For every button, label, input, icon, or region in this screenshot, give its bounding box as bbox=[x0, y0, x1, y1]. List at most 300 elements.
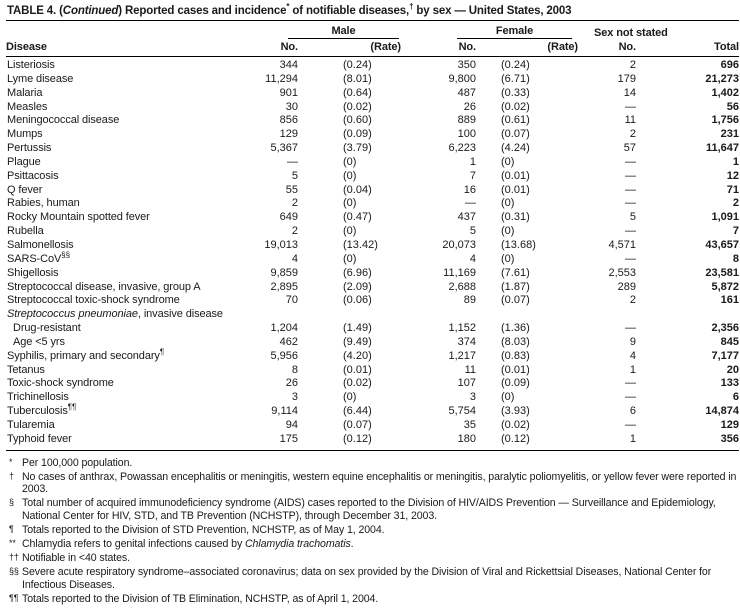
table-row bbox=[6, 308, 739, 322]
group-male bbox=[256, 21, 401, 40]
cell-male-rate: (0.09) bbox=[343, 128, 372, 141]
cell-sns-no: 9 bbox=[629, 335, 636, 348]
disease-name: Rabies, human bbox=[7, 197, 80, 210]
disease-name: Tuberculosis bbox=[7, 405, 68, 418]
table-row bbox=[6, 391, 739, 405]
disease-name: Streptococcal disease, invasive, group A bbox=[7, 280, 201, 293]
header-male-no: No. bbox=[256, 39, 298, 57]
cell-sns-no: — bbox=[625, 197, 636, 210]
table-row bbox=[6, 142, 739, 156]
cell-sns-no: 2 bbox=[629, 128, 636, 141]
disease-name: Plague bbox=[7, 155, 41, 168]
cell-disease bbox=[6, 87, 256, 101]
cell-male-no: 30 bbox=[285, 100, 298, 113]
cell-male-rate: (3.79) bbox=[343, 142, 372, 155]
cell-female-rate: (0.01) bbox=[501, 169, 530, 182]
cell-male-rate: (13.42) bbox=[343, 238, 378, 251]
footnote-text bbox=[22, 552, 130, 564]
cell-total: 23,581 bbox=[705, 266, 739, 279]
table-row bbox=[6, 281, 739, 295]
cell-total: 2 bbox=[732, 197, 739, 210]
title-footnote-star: * bbox=[286, 2, 290, 12]
table-row bbox=[6, 114, 739, 128]
disease-name: Typhoid fever bbox=[7, 432, 72, 445]
cell-total: 11,647 bbox=[705, 142, 739, 155]
cell-male-rate: (0.64) bbox=[343, 86, 372, 99]
column-header-row bbox=[6, 39, 739, 57]
cell-sns-no: 289 bbox=[617, 280, 636, 293]
cell-sns-no bbox=[578, 308, 636, 322]
cell-female-rate: (0) bbox=[501, 225, 515, 238]
table-row bbox=[6, 225, 739, 239]
cell-total: 20 bbox=[726, 363, 739, 376]
disease-name: Syphilis, primary and secondary bbox=[7, 349, 160, 362]
cell-total: 1,091 bbox=[711, 211, 739, 224]
cell-male-rate: (0) bbox=[343, 391, 357, 404]
cell-sns-no: — bbox=[625, 225, 636, 238]
disease-footnote-marker: §§ bbox=[61, 250, 70, 260]
cell-disease bbox=[6, 250, 256, 267]
cell-male-rate: (0) bbox=[343, 225, 357, 238]
cell-male-no: 8 bbox=[291, 363, 298, 376]
table-row bbox=[6, 239, 739, 253]
cell-total: 1 bbox=[732, 155, 739, 168]
cell-female-no: 26 bbox=[463, 100, 476, 113]
disease-name: Drug-resistant bbox=[13, 322, 81, 335]
table-row bbox=[6, 156, 739, 170]
cell-disease bbox=[6, 433, 256, 450]
cell-disease bbox=[6, 267, 256, 281]
cell-male-no: — bbox=[287, 155, 298, 168]
cell-total: 12 bbox=[726, 169, 739, 182]
cell-male-rate: (0.60) bbox=[343, 114, 372, 127]
cell-disease bbox=[6, 377, 256, 391]
cell-female-no: 1,152 bbox=[448, 322, 476, 335]
cell-disease bbox=[6, 142, 256, 156]
cell-sns-no: — bbox=[625, 377, 636, 390]
cell-sns-no: — bbox=[625, 252, 636, 265]
cell-female-no bbox=[401, 308, 476, 322]
cell-male-no: 344 bbox=[279, 59, 298, 71]
table-row bbox=[6, 364, 739, 378]
footnote-text bbox=[22, 593, 378, 605]
disease-name: Q fever bbox=[7, 183, 43, 196]
cell-female-no: 7 bbox=[469, 169, 476, 182]
table-row bbox=[6, 211, 739, 225]
table-row bbox=[6, 377, 739, 391]
group-sex-not-stated bbox=[578, 21, 668, 40]
cell-male-no: 129 bbox=[279, 128, 298, 141]
cell-sns-no: 6 bbox=[629, 405, 636, 418]
footnote-text-part: Totals reported to the Division of STD Prevention, NCHSTP, as of May 1, 2004. bbox=[22, 524, 385, 537]
cell-male-rate: (2.09) bbox=[343, 280, 372, 293]
footnote-text bbox=[22, 471, 736, 496]
group-male-label: Male bbox=[288, 25, 399, 39]
cell-disease bbox=[6, 197, 256, 211]
cell-disease bbox=[6, 114, 256, 128]
footnote-text-part: . bbox=[350, 538, 354, 551]
cell-total: 356 bbox=[720, 432, 739, 445]
cell-female-rate: (1.87) bbox=[501, 280, 530, 293]
cell-sns-no: 4,571 bbox=[608, 238, 636, 251]
cell-total: 845 bbox=[720, 335, 739, 348]
footnote-text-part: Severe acute respiratory syndrome–associated coronavirus; data on sex provided by the Division of Viral and Rickettsial Diseases, National Center for Infectious Diseases. bbox=[22, 565, 712, 591]
cell-female-no: 100 bbox=[457, 128, 476, 141]
title-mid: of notifiable diseases, bbox=[289, 5, 410, 17]
cell-total: 8 bbox=[732, 252, 739, 265]
group-female-label: Female bbox=[457, 25, 572, 39]
cell-male-rate: (0) bbox=[343, 197, 357, 210]
footnote-marker: * bbox=[9, 456, 13, 467]
disease-name: SARS-CoV bbox=[7, 252, 62, 265]
cell-female-rate: (8.03) bbox=[501, 335, 530, 348]
cell-male-no: 649 bbox=[279, 211, 298, 224]
cell-male-no bbox=[256, 308, 298, 322]
cell-female-no: 4 bbox=[469, 252, 476, 265]
cell-male-no: 70 bbox=[285, 294, 298, 307]
cell-total: 2,356 bbox=[711, 322, 739, 335]
cell-sns-no: — bbox=[625, 169, 636, 182]
cell-disease bbox=[6, 73, 256, 87]
footnote-text-part: No cases of anthrax, Powassan encephalitis or meningitis, western equine encephalitis or meningitis, paralytic poliomyelitis, or yellow fever were reported in 2003. bbox=[22, 470, 737, 496]
footnote-text-part: Notifiable in <40 states. bbox=[22, 551, 130, 564]
cell-male-no: 1,204 bbox=[270, 322, 298, 335]
cell-female-no: 180 bbox=[457, 432, 476, 445]
footnote-marker: †† bbox=[9, 551, 19, 562]
cell-female-rate: (3.93) bbox=[501, 405, 530, 418]
disease-name: Rubella bbox=[7, 225, 44, 238]
header-disease: Disease bbox=[6, 39, 256, 57]
cell-male-rate: (0.47) bbox=[343, 211, 372, 224]
header-total: Total bbox=[636, 39, 739, 57]
disease-name: Malaria bbox=[7, 86, 43, 99]
table-row bbox=[6, 170, 739, 184]
cell-disease bbox=[6, 281, 256, 295]
cell-sns-no: — bbox=[625, 418, 636, 431]
footnote-text-part: Chlamydia trachomatis bbox=[245, 538, 351, 551]
footnote-marker: ¶ bbox=[9, 524, 14, 535]
cell-male-no: 5,367 bbox=[270, 142, 298, 155]
cell-male-rate: (0.06) bbox=[343, 294, 372, 307]
cell-male-rate: (6.96) bbox=[343, 266, 372, 279]
cell-female-no: 107 bbox=[457, 377, 476, 390]
table-row bbox=[6, 419, 739, 433]
cell-disease bbox=[6, 184, 256, 198]
footnote-text bbox=[22, 538, 354, 550]
cell-total: 5,872 bbox=[711, 280, 739, 293]
title-prefix: TABLE 4. ( bbox=[7, 5, 63, 17]
footnote-text-part: Totals reported to the Division of TB Elimination, NCHSTP, as of April 1, 2004. bbox=[22, 592, 379, 605]
disease-name: Tularemia bbox=[7, 418, 55, 431]
footnote bbox=[8, 593, 739, 606]
table-row bbox=[6, 184, 739, 198]
cell-male-no: 2 bbox=[291, 225, 298, 238]
cell-disease bbox=[6, 156, 256, 170]
cell-male-rate: (0.07) bbox=[343, 418, 372, 431]
cell-female-no: 16 bbox=[463, 183, 476, 196]
cell-disease bbox=[6, 364, 256, 378]
cell-disease bbox=[6, 225, 256, 239]
cell-disease bbox=[6, 294, 256, 308]
footnote-text bbox=[22, 524, 384, 536]
cell-total: 43,657 bbox=[705, 238, 739, 251]
disease-name: , invasive disease bbox=[137, 308, 223, 321]
cell-disease bbox=[6, 239, 256, 253]
cell-male-rate: (0.02) bbox=[343, 100, 372, 113]
cell-male-rate: (0) bbox=[343, 169, 357, 182]
cell-sns-no: 14 bbox=[623, 86, 636, 99]
cell-total: 7 bbox=[732, 225, 739, 238]
cell-female-rate bbox=[476, 308, 578, 322]
disease-name: Measles bbox=[7, 100, 48, 113]
cell-female-no: 9,800 bbox=[448, 72, 476, 85]
cell-female-rate: (0.01) bbox=[501, 183, 530, 196]
cell-disease bbox=[6, 57, 256, 73]
footnote bbox=[8, 471, 739, 497]
table-row bbox=[6, 128, 739, 142]
disease-name: Shigellosis bbox=[7, 266, 59, 279]
footnote-text-part: Total number of acquired immunodeficiency syndrome (AIDS) cases reported to the Division of HIV/AIDS Prevention — Surveillance and Epidemiology, National Center for HIV, STD, and TB Prevention (NCHSTP), through December 31, 2003. bbox=[22, 497, 716, 523]
cell-sns-no: 11 bbox=[624, 114, 636, 127]
table-row bbox=[6, 73, 739, 87]
cell-female-rate: (0.83) bbox=[501, 349, 530, 362]
disease-name: Streptococcal toxic-shock syndrome bbox=[7, 294, 180, 307]
cell-male-no: 94 bbox=[285, 418, 298, 431]
disease-name: Age <5 yrs bbox=[13, 335, 65, 348]
group-spacer bbox=[6, 21, 256, 40]
cell-male-no: 19,013 bbox=[264, 238, 298, 251]
cell-male-rate: (0.12) bbox=[343, 432, 372, 445]
disease-footnote-marker: ¶ bbox=[159, 347, 165, 357]
disease-name-italic: Streptococcus pneumoniae bbox=[7, 308, 138, 321]
cell-male-no: 11,294 bbox=[265, 72, 298, 85]
cell-female-no: 1 bbox=[469, 155, 476, 168]
cell-disease bbox=[6, 391, 256, 405]
cell-total: 1,756 bbox=[711, 114, 739, 127]
header-female-no: No. bbox=[401, 39, 476, 57]
table-title bbox=[6, 2, 739, 20]
cell-female-rate: (4.24) bbox=[501, 142, 530, 155]
disease-name: Rocky Mountain spotted fever bbox=[7, 211, 150, 224]
cell-total: 1,402 bbox=[711, 86, 739, 99]
cell-female-rate: (1.36) bbox=[501, 322, 530, 335]
cell-sns-no: — bbox=[625, 155, 636, 168]
cell-total: 161 bbox=[720, 294, 739, 307]
disease-footnote-marker: ¶¶ bbox=[67, 402, 77, 412]
table-row bbox=[6, 87, 739, 101]
cell-female-no: 2,688 bbox=[448, 280, 476, 293]
disease-name: Tetanus bbox=[7, 363, 45, 376]
footnote bbox=[8, 524, 739, 537]
footnote-marker: ** bbox=[9, 538, 16, 549]
cell-female-no: 35 bbox=[463, 418, 476, 431]
cell-sns-no: 57 bbox=[623, 142, 636, 155]
header-sns-no: No. bbox=[578, 39, 636, 57]
cell-female-no: 350 bbox=[457, 59, 476, 71]
cell-disease bbox=[6, 101, 256, 115]
disease-name: Mumps bbox=[7, 128, 43, 141]
table-row bbox=[6, 336, 739, 350]
cell-disease bbox=[6, 419, 256, 433]
footnote-text bbox=[22, 497, 716, 522]
cell-female-rate: (6.71) bbox=[501, 72, 530, 85]
cell-male-no: 462 bbox=[279, 335, 298, 348]
cell-female-no: 20,073 bbox=[442, 238, 476, 251]
cell-female-no: 89 bbox=[463, 294, 476, 307]
cell-female-no: 889 bbox=[457, 114, 476, 127]
footnote-text-part: Chlamydia refers to genital infections caused by bbox=[22, 538, 245, 551]
cell-female-rate: (0.12) bbox=[501, 432, 530, 445]
cell-disease bbox=[6, 347, 256, 364]
table-row bbox=[6, 405, 739, 419]
disease-name: Trichinellosis bbox=[7, 391, 69, 404]
cell-total: 133 bbox=[720, 377, 739, 390]
cell-male-no: 2,895 bbox=[270, 280, 298, 293]
cell-total: 14,874 bbox=[705, 405, 739, 418]
group-female bbox=[401, 21, 578, 40]
table-row bbox=[6, 294, 739, 308]
cell-male-rate: (9.49) bbox=[343, 335, 372, 348]
cell-male-no: 26 bbox=[285, 377, 298, 390]
cell-male-no: 55 bbox=[285, 183, 298, 196]
footnote-marker: † bbox=[9, 470, 14, 481]
cell-female-no: 6,223 bbox=[448, 142, 476, 155]
cell-male-no: 5,956 bbox=[270, 349, 298, 362]
cell-disease bbox=[6, 128, 256, 142]
disease-name: Psittacosis bbox=[7, 169, 59, 182]
cell-total: 231 bbox=[720, 128, 739, 141]
footnote-text-part: Per 100,000 population. bbox=[22, 456, 133, 469]
cell-male-rate: (0.24) bbox=[343, 59, 372, 71]
cell-male-no: 9,114 bbox=[271, 405, 298, 418]
cell-male-no: 5 bbox=[291, 169, 298, 182]
table-row bbox=[6, 350, 739, 364]
table-header bbox=[6, 21, 739, 57]
cell-male-no: 9,859 bbox=[270, 266, 298, 279]
cell-female-rate: (0.61) bbox=[501, 114, 530, 127]
footnote-text bbox=[22, 566, 711, 591]
footnote-marker: ¶¶ bbox=[9, 592, 19, 603]
disease-name: Salmonellosis bbox=[7, 238, 74, 251]
cell-female-no: 1,217 bbox=[448, 349, 476, 362]
cell-sns-no: — bbox=[625, 100, 636, 113]
cell-female-no: 3 bbox=[469, 391, 476, 404]
table-row bbox=[6, 253, 739, 267]
cell-sns-no: — bbox=[625, 322, 636, 335]
cell-disease bbox=[6, 322, 256, 336]
cell-female-rate: (0) bbox=[501, 252, 515, 265]
title-footnote-dagger: † bbox=[409, 2, 414, 12]
footnote bbox=[8, 566, 739, 592]
footnote bbox=[8, 457, 739, 470]
table-row bbox=[6, 322, 739, 336]
footnote-marker: § bbox=[9, 497, 14, 508]
group-sex-not-stated-label: Sex not stated bbox=[594, 27, 668, 39]
footnote-text bbox=[22, 457, 132, 469]
title-after-paren: ) Reported cases and incidence bbox=[118, 5, 287, 17]
table-row bbox=[6, 101, 739, 115]
table-row bbox=[6, 267, 739, 281]
cell-female-no: 11 bbox=[464, 363, 476, 376]
cell-disease bbox=[6, 308, 256, 322]
cell-total: 696 bbox=[720, 59, 739, 71]
cell-female-rate: (0) bbox=[501, 197, 515, 210]
cell-female-rate: (0) bbox=[501, 155, 515, 168]
cell-female-rate: (0.07) bbox=[501, 128, 530, 141]
cell-sns-no: 179 bbox=[617, 72, 636, 85]
cell-female-rate: (0.02) bbox=[501, 418, 530, 431]
cell-female-no: 11,169 bbox=[443, 266, 476, 279]
cell-total: 6 bbox=[732, 391, 739, 404]
cell-male-rate: (0.04) bbox=[343, 183, 372, 196]
footnote bbox=[8, 538, 739, 551]
cell-sns-no: — bbox=[625, 391, 636, 404]
notifiable-diseases-table bbox=[6, 20, 739, 451]
title-continued: Continued bbox=[62, 5, 119, 17]
cell-female-no: 487 bbox=[457, 86, 476, 99]
cell-total: 71 bbox=[726, 183, 739, 196]
title-tail: by sex — United States, 2003 bbox=[413, 5, 572, 17]
footnote bbox=[8, 552, 739, 565]
cell-total: 129 bbox=[720, 418, 739, 431]
footnotes bbox=[6, 457, 739, 606]
cell-female-rate: (7.61) bbox=[501, 266, 530, 279]
cell-sns-no: 5 bbox=[629, 211, 636, 224]
cell-disease bbox=[6, 211, 256, 225]
footnote bbox=[8, 497, 739, 523]
cell-total bbox=[636, 308, 739, 322]
table-body bbox=[6, 57, 739, 451]
cell-female-no: 374 bbox=[457, 335, 476, 348]
cell-female-rate: (0.09) bbox=[501, 377, 530, 390]
footnote-marker: §§ bbox=[9, 565, 19, 576]
cell-male-no: 901 bbox=[279, 86, 298, 99]
cell-female-no: 5 bbox=[469, 225, 476, 238]
table-row bbox=[6, 433, 739, 450]
cell-male-no: 175 bbox=[279, 432, 298, 445]
cell-female-no: 437 bbox=[457, 211, 476, 224]
table-row bbox=[6, 197, 739, 211]
table-row bbox=[6, 57, 739, 73]
cell-female-rate: (0.33) bbox=[501, 86, 530, 99]
cell-female-rate: (0.02) bbox=[501, 100, 530, 113]
cell-female-rate: (13.68) bbox=[501, 238, 536, 251]
cell-male-rate: (6.44) bbox=[343, 405, 372, 418]
header-female-rate: (Rate) bbox=[476, 39, 578, 57]
cell-male-rate bbox=[298, 308, 401, 322]
cell-female-rate: (0.31) bbox=[501, 211, 530, 224]
cell-sns-no: 1 bbox=[629, 363, 636, 376]
cell-male-rate: (1.49) bbox=[343, 322, 372, 335]
disease-name: Meningococcal disease bbox=[7, 114, 120, 127]
disease-name: Pertussis bbox=[7, 142, 52, 155]
cell-male-rate: (0) bbox=[343, 155, 357, 168]
cell-disease bbox=[6, 336, 256, 350]
cell-male-rate: (0.01) bbox=[343, 363, 372, 376]
cell-sns-no: 2 bbox=[629, 294, 636, 307]
cell-female-rate: (0.07) bbox=[501, 294, 530, 307]
cell-male-rate: (8.01) bbox=[343, 72, 372, 85]
cell-total: 21,273 bbox=[705, 72, 739, 85]
cell-female-no: — bbox=[465, 197, 476, 210]
cell-total: 56 bbox=[726, 100, 739, 113]
disease-name: Listeriosis bbox=[7, 59, 55, 71]
cell-total: 7,177 bbox=[711, 349, 739, 362]
cell-sns-no: 1 bbox=[629, 432, 636, 445]
cell-male-rate: (4.20) bbox=[343, 349, 372, 362]
cell-female-rate: (0.01) bbox=[501, 363, 530, 376]
disease-name: Toxic-shock syndrome bbox=[7, 377, 114, 390]
